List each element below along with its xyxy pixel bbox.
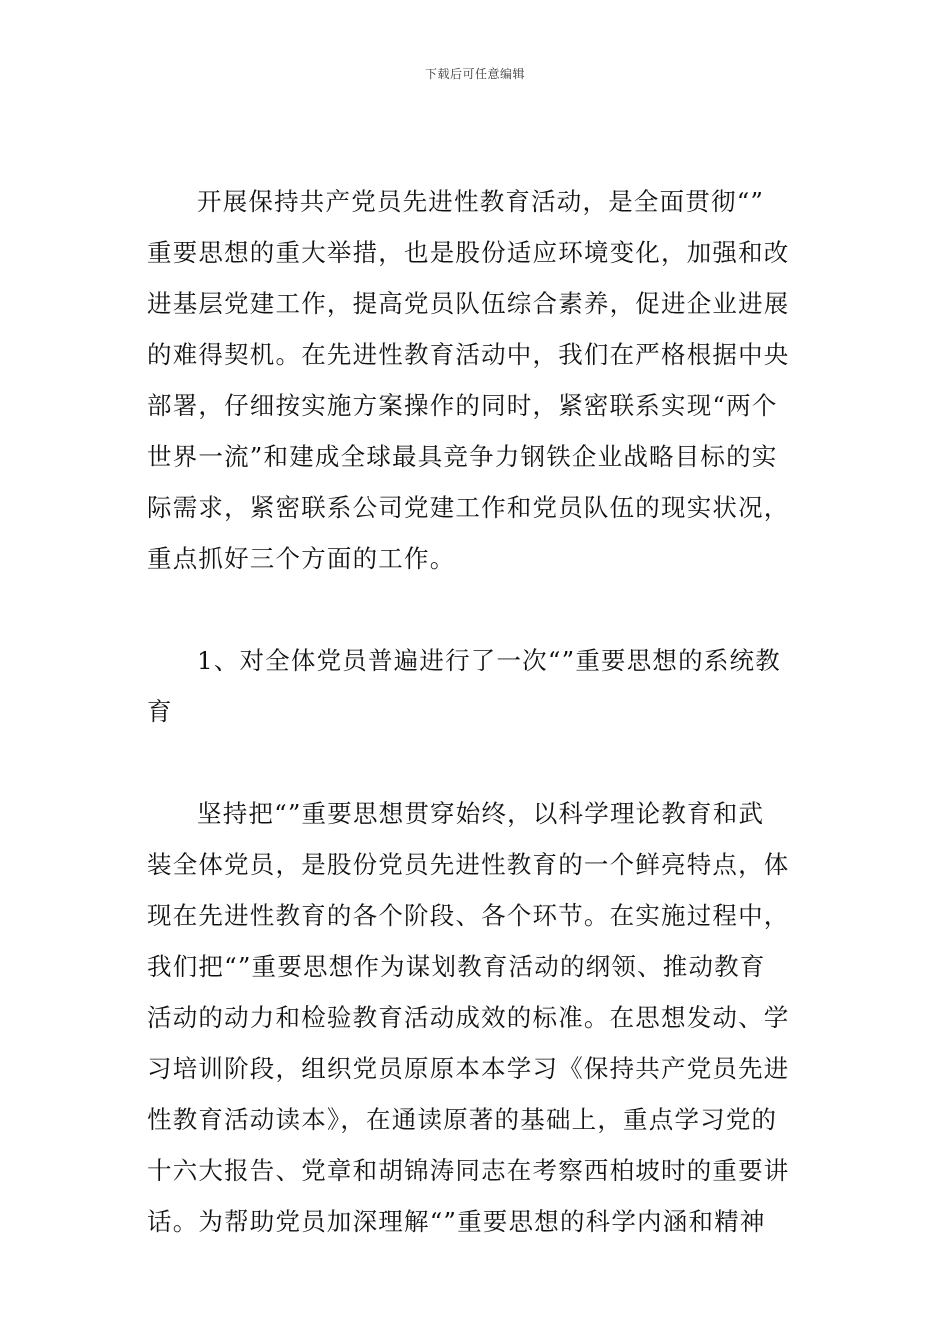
page-header: 下载后可任意编辑: [424, 67, 525, 81]
section-heading: [147, 635, 817, 737]
text-line: 习培训阶段，组织党员原原本本学习《保持共产党员先进: [147, 1054, 790, 1083]
paragraph-body: [147, 788, 817, 1247]
text-line: 部署，仔细按实施方案操作的同时，紧密联系实现“两个: [147, 391, 778, 420]
paragraph-gap: [147, 584, 817, 635]
text-line: 的难得契机。在先进性教育活动中，我们在严格根据中央: [147, 340, 790, 369]
text-line: 进基层党建工作，提高党员队伍综合素养，促进企业进展: [147, 289, 790, 318]
text-line: 世界一流”和建成全球最具竞争力钢铁企业战略目标的实: [147, 442, 778, 471]
text-line: 重点抓好三个方面的工作。: [147, 544, 456, 573]
text-line: 际需求，紧密联系公司党建工作和党员队伍的现实状况，: [147, 493, 790, 522]
text-line: 重要思想的重大举措，也是股份适应环境变化，加强和改: [147, 238, 790, 267]
text-line: 装全体党员，是股份党员先进性教育的一个鲜亮特点，体: [147, 850, 790, 879]
text-line: 我们把“”重要思想作为谋划教育活动的纲领、推动教育: [147, 952, 766, 981]
document-body: [147, 176, 817, 1247]
text-line: 开展保持共产党员先进性教育活动，是全面贯彻“”: [197, 187, 765, 216]
text-line: 现在先进性教育的各个阶段、各个环节。在实施过程中，: [147, 901, 790, 930]
text-line: 活动的动力和检验教育活动成效的标准。在思想发动、学: [147, 1003, 790, 1032]
heading-line: 育: [147, 697, 173, 726]
text-line: 性教育活动读本》，在通读原著的基础上，重点学习党的: [147, 1105, 778, 1134]
text-line: 话。为帮助党员加深理解“”重要思想的科学内涵和精神: [147, 1207, 766, 1236]
heading-line: 1、对全体党员普遍进行了一次“”重要思想的系统教: [197, 646, 781, 675]
paragraph-intro: [147, 176, 817, 584]
paragraph-gap: [147, 737, 817, 788]
text-line: 十六大报告、党章和胡锦涛同志在考察西柏坡时的重要讲: [147, 1156, 790, 1185]
text-line: 坚持把“”重要思想贯穿始终，以科学理论教育和武: [197, 799, 765, 828]
